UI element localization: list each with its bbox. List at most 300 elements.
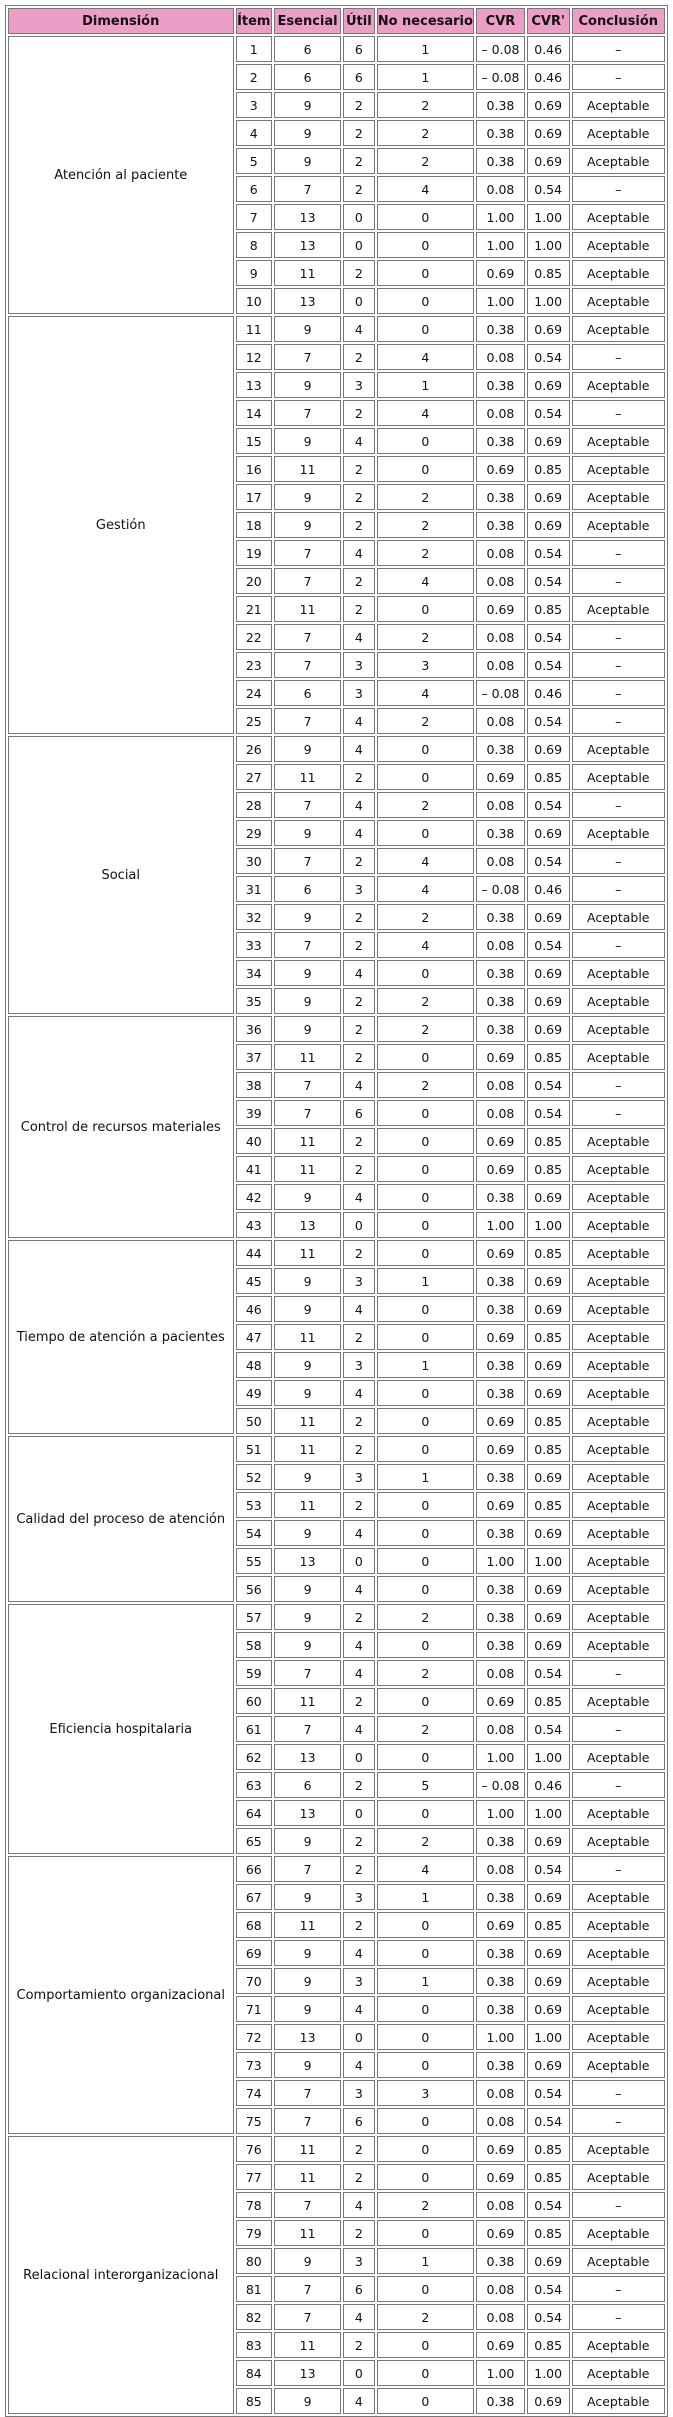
- item-cell: 51: [236, 1436, 273, 1462]
- conclusion-cell: Aceptable: [572, 960, 666, 986]
- no-necesario-cell: 0: [377, 2388, 475, 2414]
- cvr-cell: 0.69: [476, 1044, 525, 1070]
- cvr-cell: 0.38: [476, 988, 525, 1014]
- esencial-cell: 6: [274, 876, 341, 902]
- cvr-prime-cell: 0.69: [527, 1520, 570, 1546]
- conclusion-cell: Aceptable: [572, 1408, 666, 1434]
- conclusion-cell: Aceptable: [572, 1744, 666, 1770]
- conclusion-cell: –: [572, 1100, 666, 1126]
- conclusion-cell: Aceptable: [572, 764, 666, 790]
- cvr-cell: 0.69: [476, 2136, 525, 2162]
- item-cell: 10: [236, 288, 273, 314]
- table-body: [8, 36, 665, 2414]
- item-cell: 61: [236, 1716, 273, 1742]
- cvr-cell: 0.08: [476, 2108, 525, 2134]
- conclusion-cell: Aceptable: [572, 1828, 666, 1854]
- item-cell: 3: [236, 92, 273, 118]
- util-cell: 4: [343, 316, 374, 342]
- conclusion-cell: Aceptable: [572, 2136, 666, 2162]
- conclusion-cell: –: [572, 652, 666, 678]
- util-cell: 2: [343, 988, 374, 1014]
- conclusion-cell: –: [572, 1716, 666, 1742]
- util-cell: 4: [343, 1296, 374, 1322]
- no-necesario-cell: 0: [377, 1548, 475, 1574]
- cvr-cell: 1.00: [476, 2024, 525, 2050]
- conclusion-cell: Aceptable: [572, 372, 666, 398]
- util-cell: 0: [343, 1744, 374, 1770]
- cvr-cell: 0.38: [476, 512, 525, 538]
- util-cell: 4: [343, 1072, 374, 1098]
- util-cell: 2: [343, 1688, 374, 1714]
- util-cell: 3: [343, 372, 374, 398]
- cvr-cell: 1.00: [476, 1548, 525, 1574]
- cvr-prime-cell: 0.46: [527, 1772, 570, 1798]
- no-necesario-cell: 4: [377, 400, 475, 426]
- conclusion-cell: Aceptable: [572, 1520, 666, 1546]
- cvr-cell: 0.38: [476, 1296, 525, 1322]
- conclusion-cell: –: [572, 1660, 666, 1686]
- esencial-cell: 9: [274, 736, 341, 762]
- esencial-cell: 7: [274, 792, 341, 818]
- item-cell: 67: [236, 1884, 273, 1910]
- conclusion-cell: Aceptable: [572, 2388, 666, 2414]
- cvr-cell: 0.38: [476, 1184, 525, 1210]
- cvr-cell: 0.08: [476, 176, 525, 202]
- conclusion-cell: –: [572, 344, 666, 370]
- header-no-necesario: No necesario: [377, 8, 475, 34]
- util-cell: 2: [343, 1044, 374, 1070]
- cvr-prime-cell: 0.69: [527, 1380, 570, 1406]
- esencial-cell: 9: [274, 92, 341, 118]
- esencial-cell: 9: [274, 372, 341, 398]
- no-necesario-cell: 2: [377, 92, 475, 118]
- cvr-cell: 0.38: [476, 1968, 525, 1994]
- no-necesario-cell: 0: [377, 1744, 475, 1770]
- util-cell: 4: [343, 1716, 374, 1742]
- item-cell: 48: [236, 1352, 273, 1378]
- item-cell: 56: [236, 1576, 273, 1602]
- table-row: [8, 1016, 665, 1042]
- cvr-prime-cell: 1.00: [527, 232, 570, 258]
- cvr-prime-cell: 0.85: [527, 1240, 570, 1266]
- cvr-cell: 0.38: [476, 1632, 525, 1658]
- util-cell: 2: [343, 1156, 374, 1182]
- util-cell: 3: [343, 652, 374, 678]
- esencial-cell: 7: [274, 652, 341, 678]
- cvr-prime-cell: 0.85: [527, 2220, 570, 2246]
- no-necesario-cell: 2: [377, 1072, 475, 1098]
- cvr-prime-cell: 1.00: [527, 204, 570, 230]
- cvr-cell: 0.69: [476, 1156, 525, 1182]
- conclusion-cell: Aceptable: [572, 316, 666, 342]
- util-cell: 6: [343, 36, 374, 62]
- header-cvr: CVR: [476, 8, 525, 34]
- cvr-cell: 0.38: [476, 1268, 525, 1294]
- esencial-cell: 9: [274, 120, 341, 146]
- conclusion-cell: Aceptable: [572, 2332, 666, 2358]
- no-necesario-cell: 1: [377, 64, 475, 90]
- cvr-cell: 0.38: [476, 1380, 525, 1406]
- conclusion-cell: Aceptable: [572, 1912, 666, 1938]
- header-util: Útil: [343, 8, 374, 34]
- header-item: Ítem: [236, 8, 273, 34]
- cvr-cell: 0.38: [476, 960, 525, 986]
- no-necesario-cell: 0: [377, 2024, 475, 2050]
- item-cell: 20: [236, 568, 273, 594]
- item-cell: 42: [236, 1184, 273, 1210]
- cvr-cell: 1.00: [476, 288, 525, 314]
- esencial-cell: 9: [274, 960, 341, 986]
- dimension-cell: Control de recursos materiales: [8, 1016, 234, 1238]
- no-necesario-cell: 4: [377, 932, 475, 958]
- item-cell: 69: [236, 1940, 273, 1966]
- cvr-prime-cell: 0.69: [527, 1016, 570, 1042]
- item-cell: 22: [236, 624, 273, 650]
- esencial-cell: 9: [274, 1996, 341, 2022]
- esencial-cell: 13: [274, 1212, 341, 1238]
- conclusion-cell: Aceptable: [572, 2024, 666, 2050]
- conclusion-cell: –: [572, 568, 666, 594]
- no-necesario-cell: 0: [377, 316, 475, 342]
- no-necesario-cell: 0: [377, 1380, 475, 1406]
- item-cell: 17: [236, 484, 273, 510]
- util-cell: 4: [343, 820, 374, 846]
- item-cell: 33: [236, 932, 273, 958]
- esencial-cell: 11: [274, 1324, 341, 1350]
- cvr-cell: – 0.08: [476, 36, 525, 62]
- esencial-cell: 7: [274, 400, 341, 426]
- no-necesario-cell: 0: [377, 2276, 475, 2302]
- item-cell: 23: [236, 652, 273, 678]
- cvr-cell: 0.38: [476, 1520, 525, 1546]
- cvr-prime-cell: 0.69: [527, 120, 570, 146]
- no-necesario-cell: 0: [377, 2360, 475, 2386]
- item-cell: 66: [236, 1856, 273, 1882]
- conclusion-cell: –: [572, 708, 666, 734]
- cvr-prime-cell: 0.85: [527, 260, 570, 286]
- item-cell: 71: [236, 1996, 273, 2022]
- item-cell: 25: [236, 708, 273, 734]
- no-necesario-cell: 0: [377, 764, 475, 790]
- conclusion-cell: Aceptable: [572, 820, 666, 846]
- no-necesario-cell: 2: [377, 1828, 475, 1854]
- item-cell: 28: [236, 792, 273, 818]
- esencial-cell: 9: [274, 1884, 341, 1910]
- esencial-cell: 13: [274, 1744, 341, 1770]
- util-cell: 0: [343, 1548, 374, 1574]
- cvr-prime-cell: 0.54: [527, 1100, 570, 1126]
- esencial-cell: 9: [274, 1296, 341, 1322]
- item-cell: 8: [236, 232, 273, 258]
- no-necesario-cell: 1: [377, 372, 475, 398]
- esencial-cell: 13: [274, 232, 341, 258]
- item-cell: 73: [236, 2052, 273, 2078]
- item-cell: 85: [236, 2388, 273, 2414]
- cvr-cell: 0.38: [476, 148, 525, 174]
- conclusion-cell: Aceptable: [572, 148, 666, 174]
- no-necesario-cell: 2: [377, 1016, 475, 1042]
- esencial-cell: 11: [274, 2164, 341, 2190]
- item-cell: 12: [236, 344, 273, 370]
- esencial-cell: 9: [274, 428, 341, 454]
- conclusion-cell: –: [572, 2108, 666, 2134]
- esencial-cell: 9: [274, 1576, 341, 1602]
- cvr-cell: 0.08: [476, 2276, 525, 2302]
- util-cell: 2: [343, 1604, 374, 1630]
- util-cell: 2: [343, 2164, 374, 2190]
- cvr-cell: 0.69: [476, 2332, 525, 2358]
- util-cell: 6: [343, 2108, 374, 2134]
- util-cell: 4: [343, 2388, 374, 2414]
- no-necesario-cell: 0: [377, 1296, 475, 1322]
- cvr-cell: 0.38: [476, 2388, 525, 2414]
- conclusion-cell: Aceptable: [572, 120, 666, 146]
- util-cell: 4: [343, 1940, 374, 1966]
- cvr-prime-cell: 1.00: [527, 1548, 570, 1574]
- item-cell: 38: [236, 1072, 273, 1098]
- cvr-cell: 0.69: [476, 1408, 525, 1434]
- conclusion-cell: Aceptable: [572, 1212, 666, 1238]
- esencial-cell: 9: [274, 1828, 341, 1854]
- table-row: [8, 1856, 665, 1882]
- conclusion-cell: –: [572, 1772, 666, 1798]
- conclusion-cell: Aceptable: [572, 1380, 666, 1406]
- cvr-prime-cell: 0.85: [527, 1436, 570, 1462]
- conclusion-cell: –: [572, 2304, 666, 2330]
- conclusion-cell: –: [572, 540, 666, 566]
- cvr-cell: 0.38: [476, 1604, 525, 1630]
- util-cell: 2: [343, 848, 374, 874]
- util-cell: 2: [343, 512, 374, 538]
- esencial-cell: 9: [274, 2248, 341, 2274]
- cvr-prime-cell: 0.54: [527, 652, 570, 678]
- cvr-prime-cell: 0.69: [527, 2248, 570, 2274]
- util-cell: 2: [343, 1492, 374, 1518]
- no-necesario-cell: 4: [377, 568, 475, 594]
- esencial-cell: 9: [274, 512, 341, 538]
- cvr-prime-cell: 0.85: [527, 1156, 570, 1182]
- conclusion-cell: Aceptable: [572, 260, 666, 286]
- header-cvr-prime: CVR': [527, 8, 570, 34]
- item-cell: 47: [236, 1324, 273, 1350]
- dimension-cell: Social: [8, 736, 234, 1014]
- conclusion-cell: –: [572, 176, 666, 202]
- item-cell: 65: [236, 1828, 273, 1854]
- no-necesario-cell: 2: [377, 540, 475, 566]
- item-cell: 80: [236, 2248, 273, 2274]
- item-cell: 83: [236, 2332, 273, 2358]
- util-cell: 4: [343, 1380, 374, 1406]
- cvr-cell: 0.08: [476, 1072, 525, 1098]
- item-cell: 9: [236, 260, 273, 286]
- conclusion-cell: Aceptable: [572, 232, 666, 258]
- no-necesario-cell: 0: [377, 1240, 475, 1266]
- cvr-cell: 0.08: [476, 708, 525, 734]
- cvr-prime-cell: 0.69: [527, 736, 570, 762]
- item-cell: 46: [236, 1296, 273, 1322]
- item-cell: 7: [236, 204, 273, 230]
- cvr-prime-cell: 0.69: [527, 1632, 570, 1658]
- esencial-cell: 9: [274, 1632, 341, 1658]
- no-necesario-cell: 0: [377, 1940, 475, 1966]
- item-cell: 29: [236, 820, 273, 846]
- esencial-cell: 9: [274, 1380, 341, 1406]
- cvr-cell: 0.08: [476, 932, 525, 958]
- util-cell: 2: [343, 484, 374, 510]
- cvr-prime-cell: 1.00: [527, 288, 570, 314]
- cvr-prime-cell: 0.54: [527, 176, 570, 202]
- conclusion-cell: Aceptable: [572, 1464, 666, 1490]
- esencial-cell: 11: [274, 596, 341, 622]
- cvr-cell: – 0.08: [476, 680, 525, 706]
- no-necesario-cell: 4: [377, 176, 475, 202]
- no-necesario-cell: 1: [377, 36, 475, 62]
- esencial-cell: 7: [274, 2192, 341, 2218]
- no-necesario-cell: 0: [377, 1800, 475, 1826]
- esencial-cell: 11: [274, 1044, 341, 1070]
- cvr-prime-cell: 0.54: [527, 1072, 570, 1098]
- esencial-cell: 9: [274, 1520, 341, 1546]
- header-esencial: Esencial: [274, 8, 341, 34]
- cvr-cell: 0.38: [476, 120, 525, 146]
- cvr-cell: 1.00: [476, 2360, 525, 2386]
- esencial-cell: 7: [274, 1100, 341, 1126]
- conclusion-cell: Aceptable: [572, 1604, 666, 1630]
- conclusion-cell: Aceptable: [572, 1296, 666, 1322]
- item-cell: 32: [236, 904, 273, 930]
- conclusion-cell: Aceptable: [572, 988, 666, 1014]
- conclusion-cell: Aceptable: [572, 1436, 666, 1462]
- no-necesario-cell: 2: [377, 988, 475, 1014]
- conclusion-cell: Aceptable: [572, 1884, 666, 1910]
- cvr-cell: 0.08: [476, 1856, 525, 1882]
- cvr-cell: 0.38: [476, 1940, 525, 1966]
- esencial-cell: 13: [274, 288, 341, 314]
- conclusion-cell: Aceptable: [572, 2220, 666, 2246]
- cvr-cell: 0.08: [476, 400, 525, 426]
- cvr-prime-cell: 1.00: [527, 1212, 570, 1238]
- util-cell: 2: [343, 568, 374, 594]
- no-necesario-cell: 0: [377, 2136, 475, 2162]
- cvr-cell: 0.08: [476, 2080, 525, 2106]
- cvr-prime-cell: 0.85: [527, 2332, 570, 2358]
- cvr-prime-cell: 0.46: [527, 36, 570, 62]
- item-cell: 58: [236, 1632, 273, 1658]
- cvr-cell: 0.08: [476, 540, 525, 566]
- no-necesario-cell: 0: [377, 1436, 475, 1462]
- cvr-cell: 0.08: [476, 1660, 525, 1686]
- conclusion-cell: Aceptable: [572, 1184, 666, 1210]
- no-necesario-cell: 3: [377, 2080, 475, 2106]
- no-necesario-cell: 1: [377, 1884, 475, 1910]
- conclusion-cell: Aceptable: [572, 596, 666, 622]
- item-cell: 84: [236, 2360, 273, 2386]
- cvr-prime-cell: 0.69: [527, 960, 570, 986]
- esencial-cell: 9: [274, 484, 341, 510]
- no-necesario-cell: 5: [377, 1772, 475, 1798]
- util-cell: 4: [343, 2052, 374, 2078]
- cvr-prime-cell: 0.85: [527, 1044, 570, 1070]
- no-necesario-cell: 0: [377, 820, 475, 846]
- util-cell: 2: [343, 92, 374, 118]
- no-necesario-cell: 2: [377, 512, 475, 538]
- no-necesario-cell: 0: [377, 232, 475, 258]
- dimension-cell: Eficiencia hospitalaria: [8, 1604, 234, 1854]
- conclusion-cell: –: [572, 680, 666, 706]
- util-cell: 2: [343, 596, 374, 622]
- util-cell: 3: [343, 876, 374, 902]
- cvr-prime-cell: 0.54: [527, 1856, 570, 1882]
- cvr-prime-cell: 0.46: [527, 876, 570, 902]
- no-necesario-cell: 0: [377, 2108, 475, 2134]
- util-cell: 2: [343, 1016, 374, 1042]
- item-cell: 57: [236, 1604, 273, 1630]
- esencial-cell: 6: [274, 1772, 341, 1798]
- util-cell: 4: [343, 1660, 374, 1686]
- cvr-cell: 0.38: [476, 316, 525, 342]
- header-dimension: Dimensión: [8, 8, 234, 34]
- esencial-cell: 7: [274, 540, 341, 566]
- cvr-cell: 0.08: [476, 792, 525, 818]
- esencial-cell: 7: [274, 2080, 341, 2106]
- esencial-cell: 13: [274, 1548, 341, 1574]
- no-necesario-cell: 0: [377, 1408, 475, 1434]
- item-cell: 35: [236, 988, 273, 1014]
- cvr-prime-cell: 0.85: [527, 1408, 570, 1434]
- cvr-cell: 0.38: [476, 2248, 525, 2274]
- cvr-prime-cell: 0.54: [527, 2108, 570, 2134]
- no-necesario-cell: 0: [377, 1632, 475, 1658]
- dimension-cell: Tiempo de atención a pacientes: [8, 1240, 234, 1434]
- conclusion-cell: –: [572, 624, 666, 650]
- conclusion-cell: Aceptable: [572, 904, 666, 930]
- util-cell: 3: [343, 680, 374, 706]
- cvr-prime-cell: 0.54: [527, 932, 570, 958]
- cvr-cell: 0.69: [476, 1492, 525, 1518]
- conclusion-cell: –: [572, 1856, 666, 1882]
- item-cell: 39: [236, 1100, 273, 1126]
- util-cell: 2: [343, 400, 374, 426]
- util-cell: 3: [343, 1268, 374, 1294]
- cvr-cell: 1.00: [476, 232, 525, 258]
- esencial-cell: 9: [274, 1016, 341, 1042]
- cvr-prime-cell: 0.46: [527, 64, 570, 90]
- cvr-prime-cell: 0.69: [527, 316, 570, 342]
- no-necesario-cell: 2: [377, 792, 475, 818]
- esencial-cell: 9: [274, 988, 341, 1014]
- no-necesario-cell: 0: [377, 1520, 475, 1546]
- cvr-prime-cell: 0.54: [527, 2080, 570, 2106]
- cvr-cell: 0.38: [476, 92, 525, 118]
- util-cell: 4: [343, 428, 374, 454]
- esencial-cell: 11: [274, 1240, 341, 1266]
- cvr-cell: 0.38: [476, 904, 525, 930]
- util-cell: 4: [343, 2192, 374, 2218]
- item-cell: 11: [236, 316, 273, 342]
- util-cell: 4: [343, 708, 374, 734]
- util-cell: 2: [343, 120, 374, 146]
- cvr-prime-cell: 0.69: [527, 512, 570, 538]
- no-necesario-cell: 3: [377, 652, 475, 678]
- cvr-cell: 0.38: [476, 820, 525, 846]
- item-cell: 26: [236, 736, 273, 762]
- item-cell: 82: [236, 2304, 273, 2330]
- esencial-cell: 7: [274, 2108, 341, 2134]
- conclusion-cell: Aceptable: [572, 1548, 666, 1574]
- conclusion-cell: Aceptable: [572, 736, 666, 762]
- cvr-prime-cell: 0.69: [527, 428, 570, 454]
- cvr-cell: 0.38: [476, 1828, 525, 1854]
